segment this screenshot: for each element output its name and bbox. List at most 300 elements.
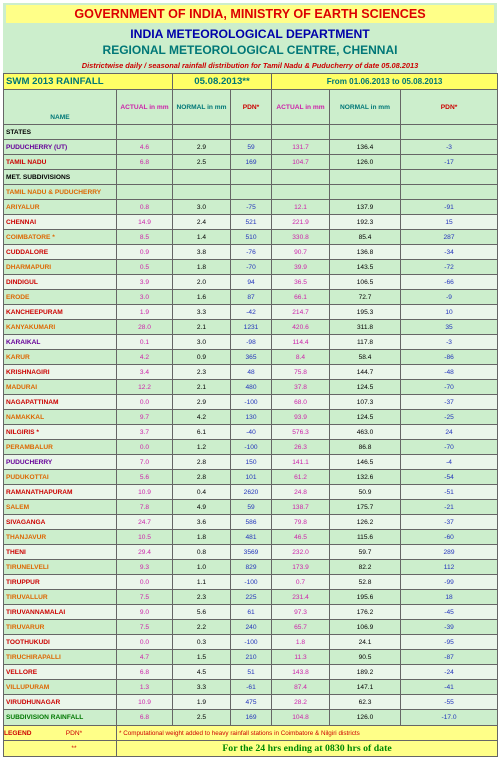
actual-seasonal: 65.7 xyxy=(272,620,330,635)
department-title: INDIA METEOROLOGICAL DEPARTMENT xyxy=(130,26,370,41)
pdn-seasonal: -17 xyxy=(401,155,498,170)
normal-daily: 3.3 xyxy=(173,305,231,320)
pdn-daily: -100 xyxy=(231,635,272,650)
row-name: TIRUVANNAMALAI xyxy=(4,605,117,620)
actual-seasonal: 61.2 xyxy=(272,470,330,485)
pdn-seasonal: -87 xyxy=(401,650,498,665)
table-row xyxy=(4,275,498,290)
normal-seasonal: 463.0 xyxy=(330,425,401,440)
actual-daily: 3.4 xyxy=(117,365,173,380)
pdn-seasonal: -54 xyxy=(401,470,498,485)
pdn-seasonal: 35 xyxy=(401,320,498,335)
normal-seasonal: 144.7 xyxy=(330,365,401,380)
pdn-seasonal: -86 xyxy=(401,350,498,365)
subdivision-row xyxy=(4,710,498,726)
actual-daily: 29.4 xyxy=(117,545,173,560)
normal-seasonal: 137.9 xyxy=(330,200,401,215)
table-row xyxy=(4,290,498,305)
normal-daily: 1.8 xyxy=(173,530,231,545)
actual-daily: 12.2 xyxy=(117,380,173,395)
subdivision-pdn-seasonal: -17.0 xyxy=(401,710,498,726)
pdn-daily: -70 xyxy=(231,260,272,275)
normal-seasonal: 86.8 xyxy=(330,440,401,455)
actual-seasonal: 24.8 xyxy=(272,485,330,500)
legend-pdn: PDN* xyxy=(65,729,83,737)
actual-daily: 3.7 xyxy=(117,425,173,440)
states-section-label: STATES xyxy=(4,125,117,140)
actual-seasonal: 330.8 xyxy=(272,230,330,245)
row-name: KARAIKAL xyxy=(4,335,117,350)
pdn-daily: 475 xyxy=(231,695,272,710)
pdn-seasonal: 287 xyxy=(401,230,498,245)
actual-seasonal: 26.3 xyxy=(272,440,330,455)
table-row xyxy=(4,365,498,380)
pdn-daily: -100 xyxy=(231,395,272,410)
pdn-seasonal: -24 xyxy=(401,665,498,680)
met-subdivisions-section xyxy=(4,170,498,185)
normal-seasonal: 58.4 xyxy=(330,350,401,365)
actual-seasonal: 1.8 xyxy=(272,635,330,650)
swm-label: SWM 2013 RAINFALL xyxy=(4,74,173,90)
pdn-seasonal: 10 xyxy=(401,305,498,320)
pdn-seasonal: -34 xyxy=(401,245,498,260)
actual-daily: 10.9 xyxy=(117,485,173,500)
actual-daily: 24.7 xyxy=(117,515,173,530)
pdn-seasonal: -55 xyxy=(401,695,498,710)
normal-daily: 2.9 xyxy=(173,140,231,155)
normal-daily: 1.1 xyxy=(173,575,231,590)
actual-daily: 9.3 xyxy=(117,560,173,575)
actual-daily: 1.9 xyxy=(117,305,173,320)
normal-daily: 3.8 xyxy=(173,245,231,260)
row-name: TOOTHUKUDI xyxy=(4,635,117,650)
normal-seasonal: 59.7 xyxy=(330,545,401,560)
table-row xyxy=(4,620,498,635)
pdn-daily: 2620 xyxy=(231,485,272,500)
table-row xyxy=(4,455,498,470)
footer-note: For the 24 hrs ending at 0830 hrs of date xyxy=(117,741,498,757)
actual-daily: 0.8 xyxy=(117,200,173,215)
normal-seasonal: 117.8 xyxy=(330,335,401,350)
actual-seasonal: 75.8 xyxy=(272,365,330,380)
pdn-seasonal: -25 xyxy=(401,410,498,425)
table-row xyxy=(4,695,498,710)
row-name: TIRUNELVELI xyxy=(4,560,117,575)
pdn-daily: -61 xyxy=(231,680,272,695)
row-name: RAMANATHAPURAM xyxy=(4,485,117,500)
pdn-daily: -75 xyxy=(231,200,272,215)
normal-daily: 2.4 xyxy=(173,215,231,230)
actual-seasonal: 114.4 xyxy=(272,335,330,350)
actual-seasonal: 131.7 xyxy=(272,140,330,155)
col-actual-seasonal: ACTUAL in mm xyxy=(272,90,330,125)
pdn-seasonal: 18 xyxy=(401,590,498,605)
normal-daily: 3.3 xyxy=(173,680,231,695)
row-name: KANYAKUMARI xyxy=(4,320,117,335)
distribution-subtitle: Districtwise daily / seasonal rainfall distribution for Tamil Nadu & Puducherry of date 05.08.2013 xyxy=(81,60,419,70)
table-row xyxy=(4,440,498,455)
normal-daily: 2.0 xyxy=(173,275,231,290)
rainfall-table xyxy=(3,73,498,757)
actual-seasonal: 46.5 xyxy=(272,530,330,545)
pdn-daily: 51 xyxy=(231,665,272,680)
row-name: DHARMAPURI xyxy=(4,260,117,275)
actual-seasonal: 141.1 xyxy=(272,455,330,470)
row-name: SALEM xyxy=(4,500,117,515)
subdivision-normal-daily: 2.5 xyxy=(173,710,231,726)
actual-daily: 3.0 xyxy=(117,290,173,305)
table-row xyxy=(4,380,498,395)
row-name: TIRUVARUR xyxy=(4,620,117,635)
actual-daily: 7.0 xyxy=(117,455,173,470)
row-name: KANCHEEPURAM xyxy=(4,305,117,320)
actual-daily: 7.5 xyxy=(117,590,173,605)
normal-daily: 2.8 xyxy=(173,470,231,485)
subdivision-actual-daily: 6.8 xyxy=(117,710,173,726)
row-name: SIVAGANGA xyxy=(4,515,117,530)
pdn-daily: 48 xyxy=(231,365,272,380)
normal-seasonal: 176.2 xyxy=(330,605,401,620)
pdn-seasonal: -3 xyxy=(401,140,498,155)
pdn-daily: 365 xyxy=(231,350,272,365)
column-headers xyxy=(4,90,498,125)
normal-seasonal: 132.6 xyxy=(330,470,401,485)
normal-seasonal: 107.3 xyxy=(330,395,401,410)
actual-seasonal: 0.7 xyxy=(272,575,330,590)
pdn-daily: 521 xyxy=(231,215,272,230)
row-name: VELLORE xyxy=(4,665,117,680)
actual-daily: 4.2 xyxy=(117,350,173,365)
table-row xyxy=(4,155,498,170)
normal-seasonal: 52.8 xyxy=(330,575,401,590)
legend-title: LEGEND xyxy=(4,729,32,737)
row-name: TIRUPPUR xyxy=(4,575,117,590)
actual-daily: 10.5 xyxy=(117,530,173,545)
col-pdn-seasonal: PDN* xyxy=(401,90,498,125)
row-name: PUDUKOTTAI xyxy=(4,470,117,485)
table-row xyxy=(4,500,498,515)
period-band xyxy=(4,74,498,90)
actual-seasonal: 8.4 xyxy=(272,350,330,365)
normal-seasonal: 126.2 xyxy=(330,515,401,530)
normal-daily: 1.0 xyxy=(173,560,231,575)
actual-daily: 7.5 xyxy=(117,620,173,635)
pdn-seasonal: -95 xyxy=(401,635,498,650)
pdn-seasonal: -48 xyxy=(401,365,498,380)
row-name: NAMAKKAL xyxy=(4,410,117,425)
pdn-seasonal: 112 xyxy=(401,560,498,575)
normal-seasonal: 82.2 xyxy=(330,560,401,575)
pdn-daily: 240 xyxy=(231,620,272,635)
pdn-daily: 130 xyxy=(231,410,272,425)
subdivision-actual-seasonal: 104.8 xyxy=(272,710,330,726)
normal-seasonal: 136.4 xyxy=(330,140,401,155)
actual-daily: 8.5 xyxy=(117,230,173,245)
normal-daily: 1.8 xyxy=(173,260,231,275)
seasonal-period: From 01.06.2013 to 05.08.2013 xyxy=(272,74,498,90)
pdn-seasonal: -51 xyxy=(401,485,498,500)
actual-daily: 4.6 xyxy=(117,140,173,155)
pdn-seasonal: -9 xyxy=(401,290,498,305)
subdivision-name: SUBDIVISION RAINFALL xyxy=(4,710,117,726)
table-row xyxy=(4,635,498,650)
actual-seasonal: 420.6 xyxy=(272,320,330,335)
normal-daily: 1.2 xyxy=(173,440,231,455)
row-name: CHENNAI xyxy=(4,215,117,230)
col-actual-daily: ACTUAL in mm xyxy=(117,90,173,125)
actual-daily: 0.0 xyxy=(117,635,173,650)
normal-daily: 1.6 xyxy=(173,290,231,305)
pdn-seasonal: -70 xyxy=(401,440,498,455)
pdn-seasonal: 289 xyxy=(401,545,498,560)
normal-daily: 2.3 xyxy=(173,590,231,605)
table-row xyxy=(4,545,498,560)
table-row xyxy=(4,260,498,275)
actual-seasonal: 11.3 xyxy=(272,650,330,665)
legend-label xyxy=(4,726,117,741)
pdn-daily: 225 xyxy=(231,590,272,605)
normal-daily: 2.9 xyxy=(173,395,231,410)
normal-seasonal: 24.1 xyxy=(330,635,401,650)
normal-daily: 2.5 xyxy=(173,155,231,170)
pdn-seasonal: -45 xyxy=(401,605,498,620)
actual-seasonal: 79.8 xyxy=(272,515,330,530)
normal-seasonal: 147.1 xyxy=(330,680,401,695)
pdn-seasonal: -72 xyxy=(401,260,498,275)
actual-seasonal: 66.1 xyxy=(272,290,330,305)
pdn-daily: 3569 xyxy=(231,545,272,560)
table-row xyxy=(4,410,498,425)
normal-seasonal: 106.5 xyxy=(330,275,401,290)
col-normal-daily: NORMAL in mm xyxy=(173,90,231,125)
pdn-seasonal: -41 xyxy=(401,680,498,695)
pdn-seasonal: -37 xyxy=(401,395,498,410)
col-name: NAME xyxy=(4,90,117,125)
normal-daily: 2.1 xyxy=(173,380,231,395)
normal-daily: 1.9 xyxy=(173,695,231,710)
pdn-daily: 94 xyxy=(231,275,272,290)
normal-daily: 0.4 xyxy=(173,485,231,500)
actual-seasonal: 90.7 xyxy=(272,245,330,260)
legend-note: * Computational weight added to heavy rainfall stations in Coimbatore & Nilgiri districts xyxy=(117,726,498,741)
normal-seasonal: 62.3 xyxy=(330,695,401,710)
table-row xyxy=(4,320,498,335)
normal-daily: 3.6 xyxy=(173,515,231,530)
table-row xyxy=(4,605,498,620)
actual-seasonal: 28.2 xyxy=(272,695,330,710)
table-row xyxy=(4,485,498,500)
table-row xyxy=(4,350,498,365)
pdn-daily: 59 xyxy=(231,140,272,155)
row-name: VIRUDHUNAGAR xyxy=(4,695,117,710)
pdn-daily: -100 xyxy=(231,440,272,455)
subdivision-normal-seasonal: 126.0 xyxy=(330,710,401,726)
pdn-daily: 61 xyxy=(231,605,272,620)
normal-seasonal: 115.6 xyxy=(330,530,401,545)
actual-seasonal: 231.4 xyxy=(272,590,330,605)
normal-seasonal: 124.5 xyxy=(330,410,401,425)
row-name: ERODE xyxy=(4,290,117,305)
actual-daily: 1.3 xyxy=(117,680,173,695)
tamil-nadu-puducherry-section-label: TAMIL NADU & PUDUCHERRY xyxy=(4,185,117,200)
row-name: NILGIRIS * xyxy=(4,425,117,440)
normal-seasonal: 85.4 xyxy=(330,230,401,245)
normal-daily: 2.2 xyxy=(173,620,231,635)
row-name: THANJAVUR xyxy=(4,530,117,545)
actual-daily: 9.0 xyxy=(117,605,173,620)
table-row xyxy=(4,575,498,590)
row-name: TAMIL NADU xyxy=(4,155,117,170)
actual-seasonal: 104.7 xyxy=(272,155,330,170)
row-name: CUDDALORE xyxy=(4,245,117,260)
rmc-title: REGIONAL METEOROLOGICAL CENTRE, CHENNAI xyxy=(102,43,398,57)
rainfall-sheet xyxy=(3,3,497,754)
pdn-daily: -98 xyxy=(231,335,272,350)
actual-daily: 0.0 xyxy=(117,440,173,455)
normal-seasonal: 50.9 xyxy=(330,485,401,500)
pdn-seasonal: -91 xyxy=(401,200,498,215)
actual-seasonal: 37.8 xyxy=(272,380,330,395)
actual-seasonal: 576.3 xyxy=(272,425,330,440)
row-name: ARIYALUR xyxy=(4,200,117,215)
normal-daily: 2.1 xyxy=(173,320,231,335)
pdn-daily: 1231 xyxy=(231,320,272,335)
row-name: COIMBATORE * xyxy=(4,230,117,245)
actual-daily: 10.9 xyxy=(117,695,173,710)
actual-seasonal: 68.0 xyxy=(272,395,330,410)
pdn-daily: 87 xyxy=(231,290,272,305)
normal-seasonal: 126.0 xyxy=(330,155,401,170)
actual-daily: 6.8 xyxy=(117,665,173,680)
table-row xyxy=(4,665,498,680)
actual-seasonal: 36.5 xyxy=(272,275,330,290)
tamil-nadu-puducherry-section xyxy=(4,185,498,200)
row-name: PUDUCHERRY xyxy=(4,455,117,470)
pdn-daily: 59 xyxy=(231,500,272,515)
pdn-seasonal: 24 xyxy=(401,425,498,440)
normal-daily: 0.3 xyxy=(173,635,231,650)
pdn-daily: 150 xyxy=(231,455,272,470)
actual-seasonal: 232.0 xyxy=(272,545,330,560)
normal-daily: 2.3 xyxy=(173,365,231,380)
normal-seasonal: 189.2 xyxy=(330,665,401,680)
ministry-title: GOVERNMENT OF INDIA, MINISTRY OF EARTH SCIENCES xyxy=(6,5,494,23)
normal-seasonal: 72.7 xyxy=(330,290,401,305)
actual-seasonal: 138.7 xyxy=(272,500,330,515)
actual-daily: 0.0 xyxy=(117,395,173,410)
actual-daily: 5.6 xyxy=(117,470,173,485)
normal-daily: 2.8 xyxy=(173,455,231,470)
pdn-daily: 480 xyxy=(231,380,272,395)
pdn-seasonal: -99 xyxy=(401,575,498,590)
pdn-seasonal: 15 xyxy=(401,215,498,230)
row-name: MADURAI xyxy=(4,380,117,395)
pdn-daily: 210 xyxy=(231,650,272,665)
pdn-daily: 169 xyxy=(231,155,272,170)
normal-daily: 5.6 xyxy=(173,605,231,620)
pdn-daily: 829 xyxy=(231,560,272,575)
pdn-seasonal: -70 xyxy=(401,380,498,395)
normal-seasonal: 192.3 xyxy=(330,215,401,230)
normal-daily: 0.9 xyxy=(173,350,231,365)
actual-daily: 14.9 xyxy=(117,215,173,230)
col-normal-seasonal: NORMAL in mm xyxy=(330,90,401,125)
normal-seasonal: 311.8 xyxy=(330,320,401,335)
pdn-daily: -100 xyxy=(231,575,272,590)
actual-daily: 3.9 xyxy=(117,275,173,290)
actual-seasonal: 93.9 xyxy=(272,410,330,425)
table-row xyxy=(4,245,498,260)
table-row xyxy=(4,515,498,530)
pdn-seasonal: -3 xyxy=(401,335,498,350)
normal-seasonal: 195.3 xyxy=(330,305,401,320)
pdn-seasonal: -4 xyxy=(401,455,498,470)
actual-seasonal: 87.4 xyxy=(272,680,330,695)
actual-daily: 6.8 xyxy=(117,155,173,170)
pdn-daily: 481 xyxy=(231,530,272,545)
row-name: KARUR xyxy=(4,350,117,365)
table-row xyxy=(4,590,498,605)
table-row xyxy=(4,395,498,410)
normal-seasonal: 175.7 xyxy=(330,500,401,515)
table-row xyxy=(4,335,498,350)
row-name: THENI xyxy=(4,545,117,560)
row-name: KRISHNAGIRI xyxy=(4,365,117,380)
pdn-daily: -76 xyxy=(231,245,272,260)
actual-seasonal: 39.9 xyxy=(272,260,330,275)
table-row xyxy=(4,680,498,695)
normal-seasonal: 143.5 xyxy=(330,260,401,275)
table-row xyxy=(4,200,498,215)
normal-daily: 6.1 xyxy=(173,425,231,440)
normal-daily: 3.0 xyxy=(173,335,231,350)
row-name: VILLUPURAM xyxy=(4,680,117,695)
row-name: NAGAPATTINAM xyxy=(4,395,117,410)
met-subdivisions-section-label: MET. SUBDIVISIONS xyxy=(4,170,117,185)
actual-seasonal: 12.1 xyxy=(272,200,330,215)
pdn-seasonal: -66 xyxy=(401,275,498,290)
table-row xyxy=(4,215,498,230)
normal-seasonal: 106.9 xyxy=(330,620,401,635)
normal-daily: 3.0 xyxy=(173,200,231,215)
pdn-seasonal: -60 xyxy=(401,530,498,545)
table-row xyxy=(4,530,498,545)
actual-daily: 0.1 xyxy=(117,335,173,350)
actual-daily: 0.9 xyxy=(117,245,173,260)
row-name: TIRUVALLUR xyxy=(4,590,117,605)
normal-daily: 4.5 xyxy=(173,665,231,680)
normal-daily: 1.5 xyxy=(173,650,231,665)
normal-daily: 0.8 xyxy=(173,545,231,560)
daily-date: 05.08.2013** xyxy=(173,74,272,90)
pdn-seasonal: -37 xyxy=(401,515,498,530)
col-pdn-daily: PDN* xyxy=(231,90,272,125)
pdn-daily: -40 xyxy=(231,425,272,440)
row-name: DINDIGUL xyxy=(4,275,117,290)
pdn-seasonal: -21 xyxy=(401,500,498,515)
row-name: PUDUCHERRY (UT) xyxy=(4,140,117,155)
table-row xyxy=(4,230,498,245)
actual-daily: 28.0 xyxy=(117,320,173,335)
row-name: PERAMBALUR xyxy=(4,440,117,455)
pdn-daily: 510 xyxy=(231,230,272,245)
actual-seasonal: 214.7 xyxy=(272,305,330,320)
pdn-daily: -42 xyxy=(231,305,272,320)
normal-seasonal: 90.5 xyxy=(330,650,401,665)
row-name: TIRUCHIRAPALLI xyxy=(4,650,117,665)
pdn-daily: 101 xyxy=(231,470,272,485)
table-row xyxy=(4,140,498,155)
